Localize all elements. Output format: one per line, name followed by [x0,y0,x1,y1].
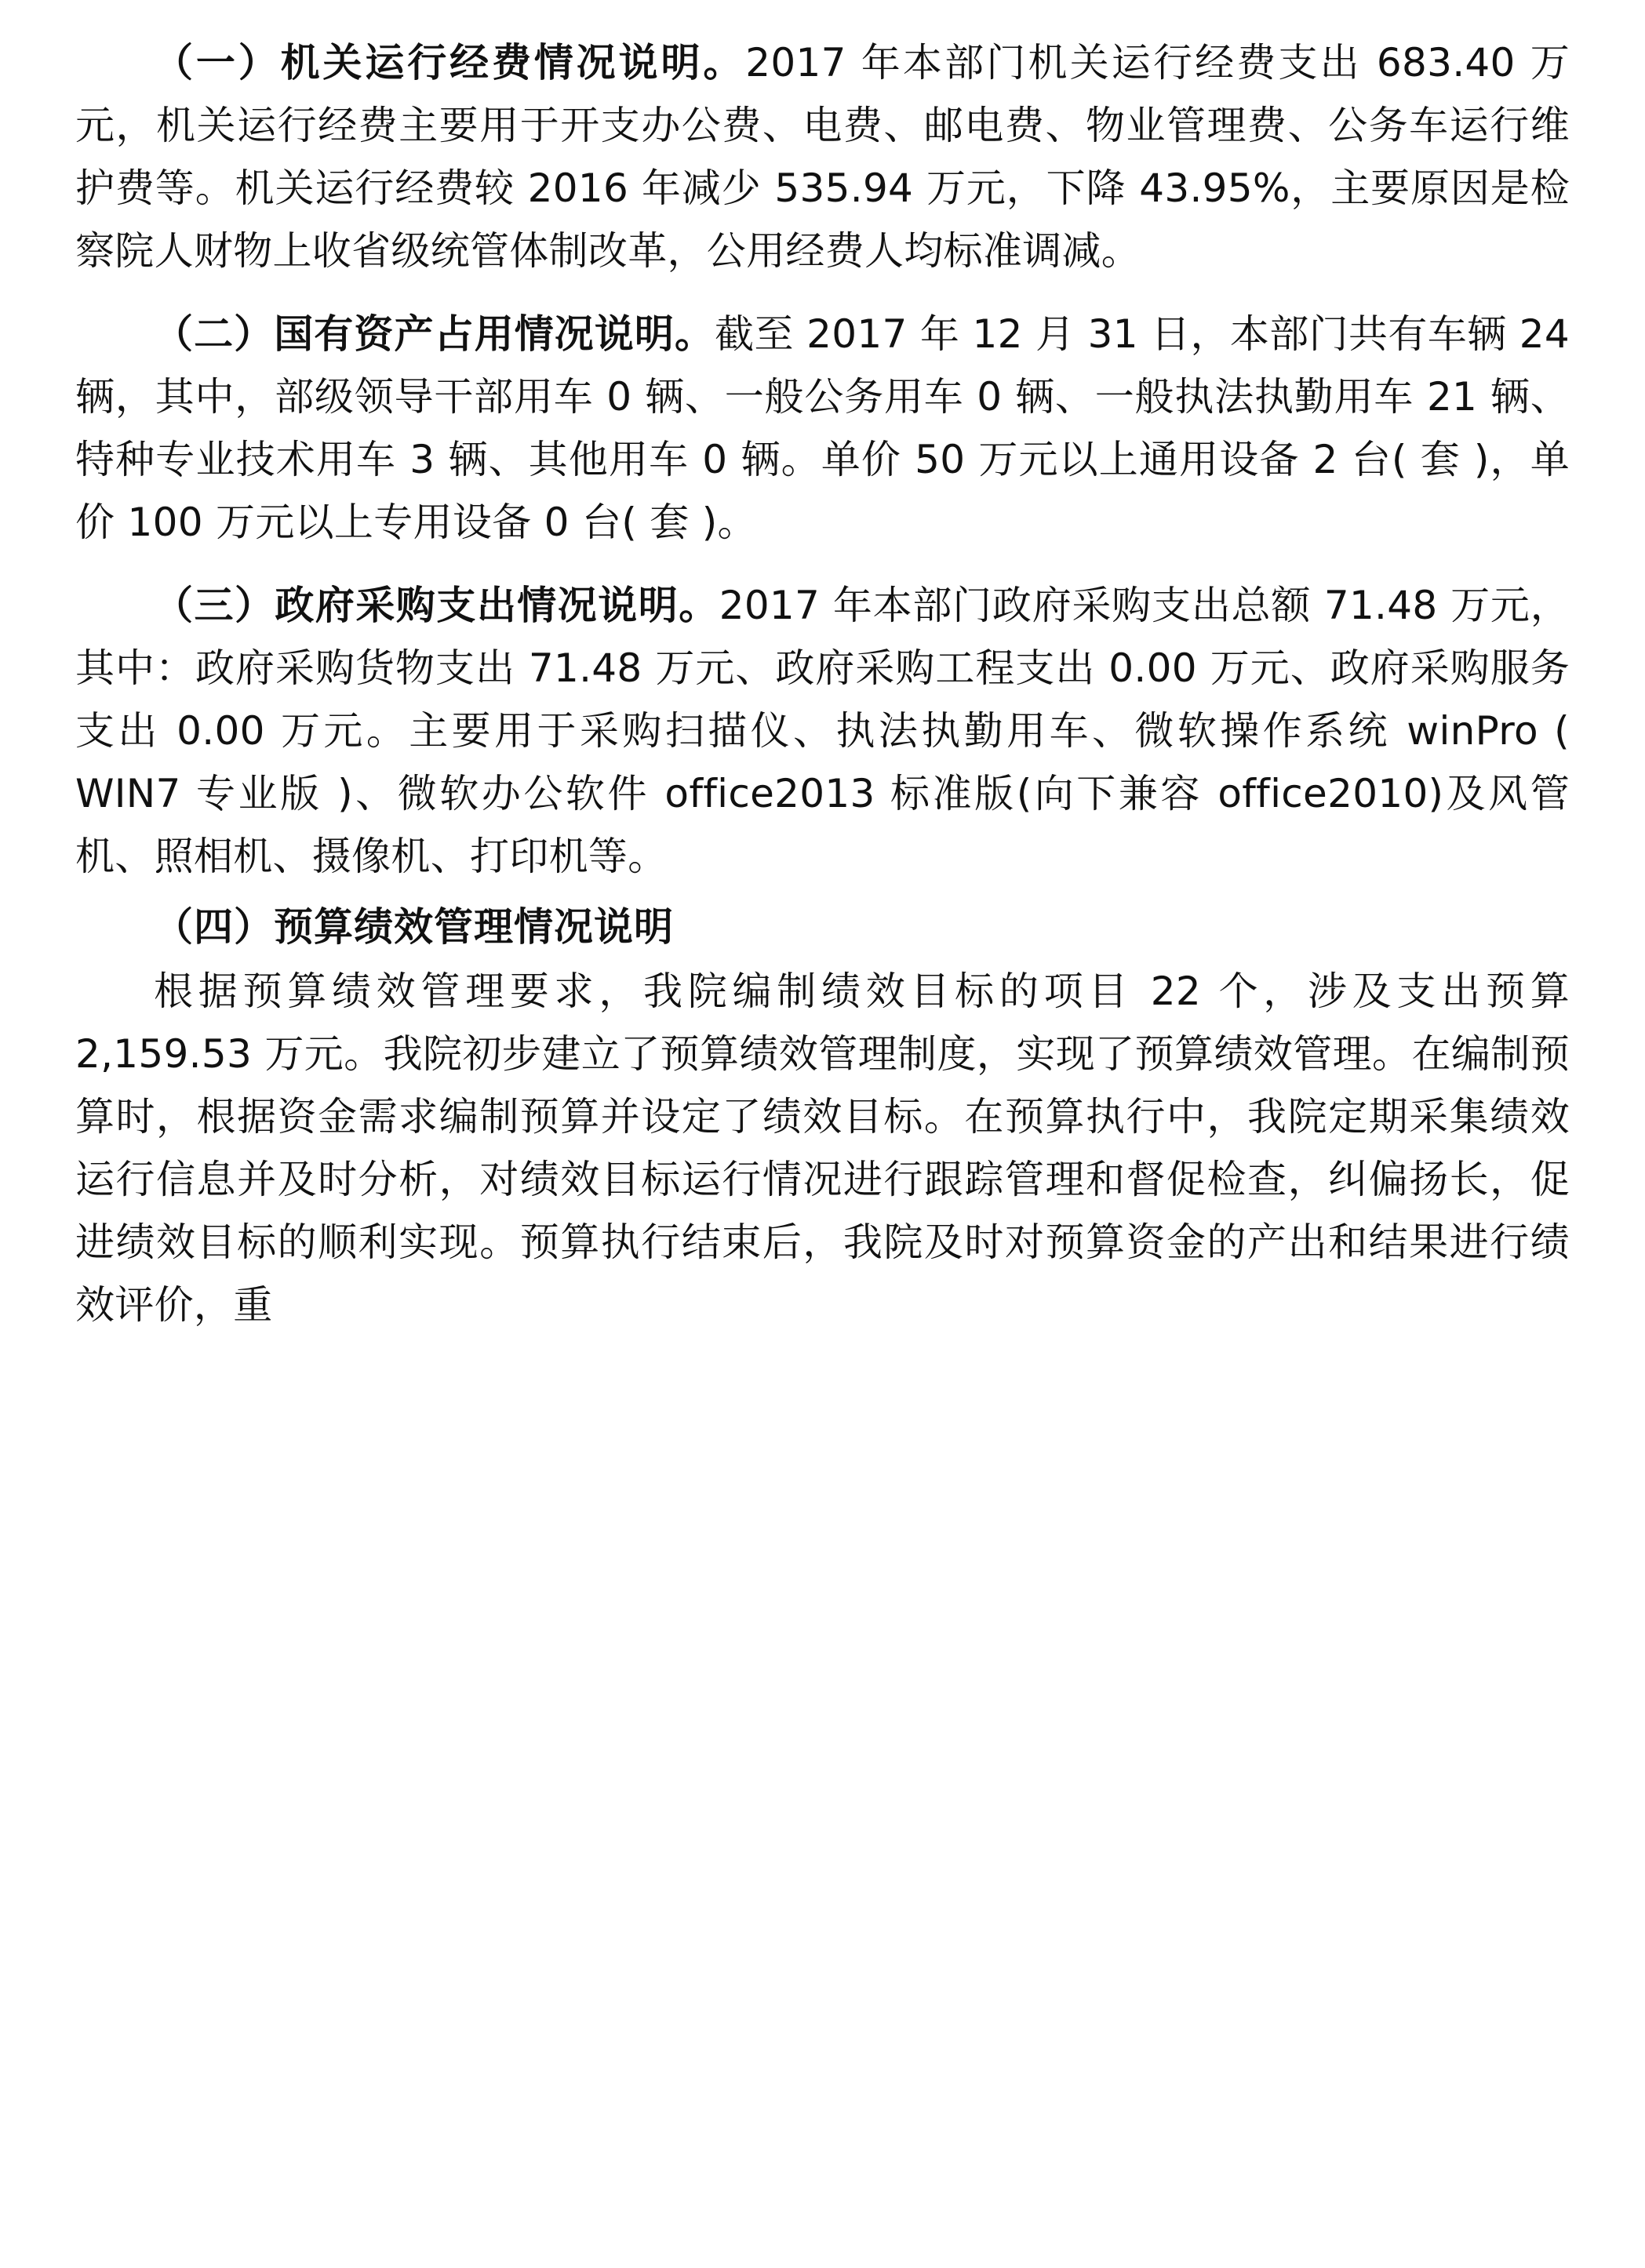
paragraph-section-2 [75,303,1570,554]
section-3-body: 2017 年本部门政府采购支出总额 71.48 万元，其中：政府采购货物支出 71.48 万元、政府采购工程支出 0.00 万元、政府采购服务支出 0.00 万元。主要用于采购扫描仪、执法执勤用车、微软操作系统 winPro ( WIN7 专业版 )、微软办公软件 office2013 标准版(向下兼容 office2010)及风管机、照相机、摄像机、打印机等。 [75,583,1570,879]
paragraph-section-1 [75,31,1570,282]
section-2-body: 截至 2017 年 12 月 31 日，本部门共有车辆 24 辆，其中，部级领导干部用车 0 辆、一般公务用车 0 辆、一般执法执勤用车 21 辆、特种专业技术用车 3 辆、其他用车 0 辆。单价 50 万元以上通用设备 2 台( 套 )，单价 100 万元以上专用设备 0 台( 套 )。 [75,311,1570,545]
section-4-heading: （四）预算绩效管理情况说明 [154,904,674,950]
section-1-heading: （一）机关运行经费情况说明。 [154,40,746,85]
section-1-body: 2017 年本部门机关运行经费支出 683.40 万元，机关运行经费主要用于开支办公费、电费、邮电费、物业管理费、公务车运行维护费等。机关运行经费较 2016 年减少 535.94 万元，下降 43.95%，主要原因是检察院人财物上收省级统管体制改革，公用经费人均标准调减。 [75,40,1570,274]
paragraph-section-4-body: 根据预算绩效管理要求，我院编制绩效目标的项目 22 个，涉及支出预算 2,159.53 万元。我院初步建立了预算绩效管理制度，实现了预算绩效管理。在编制预算时，根据资金需求编制预算并设定了绩效目标。在预算执行中，我院定期采集绩效运行信息并及时分析，对绩效目标运行情况进行跟踪管理和督促检查，纠偏扬长，促进绩效目标的顺利实现。预算执行结束后，我院及时对预算资金的产出和结果进行绩效评价，重 [75,969,1570,1328]
section-2-heading: （二）国有资产占用情况说明。 [154,311,715,357]
section-3-heading: （三）政府采购支出情况说明。 [154,583,719,628]
document-body [75,31,1570,1336]
paragraph-section-3 [75,574,1570,888]
